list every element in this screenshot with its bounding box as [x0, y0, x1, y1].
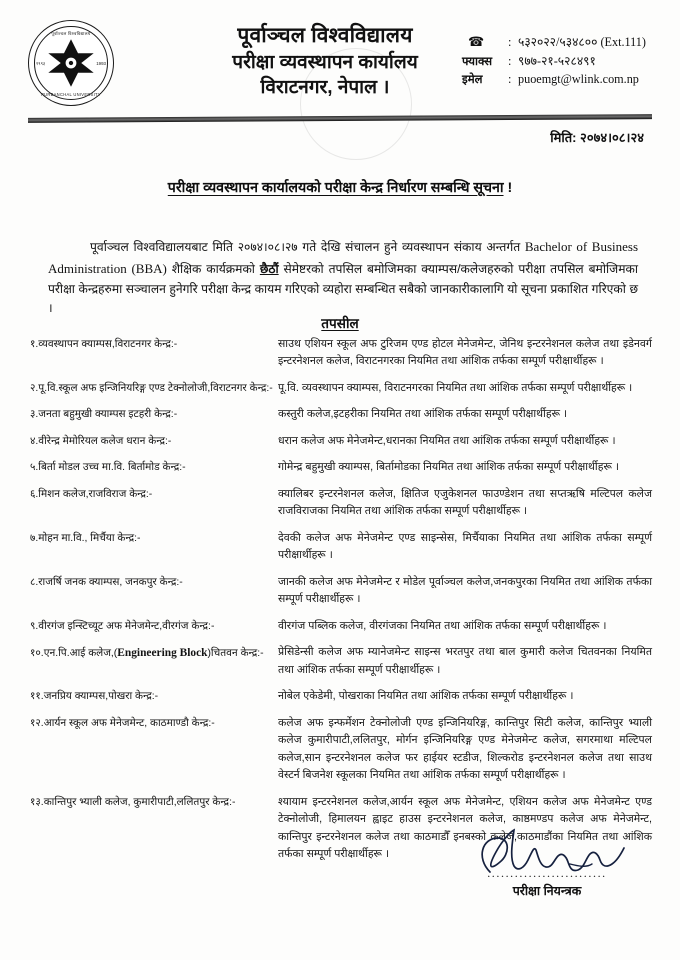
university-seal-icon	[28, 20, 114, 106]
eligible-colleges: धरान कलेज अफ मेनेजमेन्ट,धरानका नियमित तथा आंशिक तर्फका सम्पूर्ण परीक्षार्थीहरू ।	[278, 434, 616, 447]
header-divider-rule	[28, 114, 652, 123]
row-serial-number: ५.	[30, 462, 39, 474]
university-name: पूर्वाञ्चल विश्वविद्यालय	[237, 24, 413, 47]
exam-center-name	[30, 486, 278, 503]
row-serial-number: २.	[30, 382, 39, 394]
exam-center-name	[30, 459, 278, 476]
row-center-label: आर्यन स्कूल अफ मेनेजमेन्ट, काठमाण्डौ केन्द्र:-	[43, 717, 215, 729]
fax-value: ९७७-२१-५२८४९१	[518, 53, 596, 68]
eligible-colleges: प्रेसिडेन्सी कलेज अफ म्यानेजमेन्ट साइन्स भरतपुर तथा बाल कुमारी कलेज चितवनका नियमित तथा आंशिक तर्फका सम्पूर्ण परीक्षार्थीहरू ।	[278, 646, 652, 676]
row-serial-number: ८.	[30, 576, 39, 588]
six-pointed-star-icon	[44, 36, 98, 90]
table-row	[30, 380, 652, 397]
exam-center-name	[30, 688, 278, 705]
email-colon: :	[508, 72, 512, 87]
row-serial-number: ७.	[30, 532, 39, 544]
intro-semester-emphasis: छैठौं	[259, 261, 279, 276]
eligible-colleges: साउथ एशियन स्कूल अफ टुरिजम एण्ड होटल मेनेजमेन्ट, जेनिथ इन्टरनेशनल कलेज तथा इडेनवर्ग इन्टरनेशनल कलेज, विराटनगरका नियमित तथा आंशिक तर्फका सम्पूर्ण परीक्षार्थीहरू ।	[278, 338, 652, 368]
eligible-colleges: नोबेल एकेडेमी, पोखराका नियमित तथा आंशिक तर्फका सम्पूर्ण परीक्षार्थीहरू ।	[278, 690, 574, 703]
row-serial-number: १३.	[30, 796, 44, 808]
notice-title-text: परीक्षा व्यवस्थापन कार्यालयको परीक्षा केन्द्र निर्धारण सम्बन्धि सूचना	[167, 180, 504, 196]
signature-dotted-line: ..........................	[487, 866, 607, 880]
table-row	[30, 406, 652, 423]
eligible-colleges: देवकी कलेज अफ मेनेजमेन्ट एण्ड साइन्सेस, मिर्चैयाका नियमित तथा आंशिक तर्फका सम्पूर्ण परीक्षार्थीहरू ।	[278, 531, 652, 562]
exam-center-name	[30, 380, 278, 397]
signatory-designation: परीक्षा नियन्त्रक	[512, 884, 582, 898]
seal-top-text: पूर्वाञ्चल विश्वविद्यालय	[51, 31, 91, 36]
exam-center-name	[30, 644, 278, 662]
intro-text-part2: शैक्षिक कार्यक्रमको	[166, 261, 260, 276]
seal-year-right: 1993	[96, 61, 106, 66]
table-row	[30, 336, 652, 371]
eligible-colleges: कस्तुरी कलेज,इटहरीका नियमित तथा आंशिक तर्फका सम्पूर्ण परीक्षार्थीहरू ।	[278, 408, 568, 421]
seal-year-left: १९९३	[36, 61, 46, 66]
intro-text-part1: पूर्वाञ्चल विश्वविद्यालयबाट मिति २०७४।०८।२७ गते देखि संचालन हुने व्यवस्थापन संकाय अन्तर्गत	[90, 240, 525, 254]
exam-center-name	[30, 336, 278, 353]
row-center-label: वीरेन्द्र मेमोरियल कलेज धरान केन्द्र:-	[38, 435, 172, 447]
exam-center-name	[30, 530, 278, 547]
fax-colon: :	[508, 53, 512, 68]
row-serial-number: ३.	[30, 409, 39, 421]
row-center-label-pre: एन.पि.आई कलेज,(	[43, 648, 118, 660]
document-header	[0, 0, 680, 122]
exam-center-name	[30, 406, 278, 423]
row-center-label-post: )चितवन केन्द्र:-	[207, 648, 264, 660]
table-row	[30, 644, 652, 679]
organization-title-block	[190, 22, 460, 100]
row-center-label: वीरगंज इन्स्टिच्यूट अफ मेनेजमेन्ट,वीरगंज केन्द्र:-	[38, 620, 215, 632]
exam-center-name	[30, 715, 278, 732]
row-center-label: मिशन कलेज,राजविराज केन्द्र:-	[38, 488, 153, 500]
eligible-colleges: जानकी कलेज अफ मेनेजमेन्ट र मोडेल पूर्वाञ्चल कलेज,जनकपुरका नियमित तथा आंशिक तर्फका सम्पूर्ण परीक्षार्थीहरू ।	[278, 575, 652, 606]
eligible-colleges: गोमेन्द्र बहुमुखी क्याम्पस, बिर्तामोडका नियमित तथा आंशिक तर्फका सम्पूर्ण परीक्षार्थीहरू ।	[278, 461, 619, 474]
contact-block	[462, 32, 646, 89]
phone-colon: :	[508, 35, 512, 49]
eligible-colleges: वीरगंज पब्लिक कलेज, वीरगंजका नियमित तथा आंशिक तर्फका सम्पूर्ण परीक्षार्थीहरू ।	[278, 619, 607, 632]
row-serial-number: १२.	[30, 717, 44, 729]
document-date: मिति: २०७४।०८।२४	[550, 130, 644, 145]
exam-center-name	[30, 433, 278, 450]
table-row	[30, 715, 652, 785]
exam-center-name	[30, 574, 278, 591]
university-logo	[28, 20, 114, 106]
row-serial-number: ११.	[30, 691, 44, 703]
schedule-heading	[0, 313, 680, 332]
row-serial-number: १०.	[30, 648, 44, 660]
intro-program-name: Bachelor of Business Administration (BBA)	[48, 239, 639, 276]
table-row	[30, 486, 652, 521]
row-serial-number: ४.	[30, 435, 39, 447]
row-center-label: जनता बहुमुखी क्याम्पस इटहरी केन्द्र:-	[38, 409, 178, 421]
row-serial-number: १.	[30, 339, 39, 350]
exam-center-list	[30, 336, 652, 873]
exam-center-name	[30, 618, 278, 635]
phone-row	[462, 32, 646, 52]
office-name: परीक्षा व्यवस्थापन कार्यालय	[232, 51, 418, 73]
row-center-label: कान्तिपुर भ्याली कलेज, कुमारीपाटी,ललितपुर केन्द्र:-	[43, 796, 236, 808]
email-row	[462, 70, 646, 89]
table-row	[30, 433, 652, 450]
eligible-colleges: श्यायाम इन्टरनेशनल कलेज,आर्यन स्कूल अफ मेनेजमेन्ट, एशियन कलेज अफ मेनेजमेन्ट एण्ड टेक्नोलोजी, हिमालयन ह्वाइट हाउस इन्टरनेशनल कलेज, काष्ठमण्डप कलेज अफ मेनेजमेन्ट, कान्तिपुर इन्टरनेशनल कलेज तथा काठमाडौँ इनबस्को कलेज,काठमाडौंका नियमित तथा आंशिक तर्फका सम्पूर्ण परीक्षार्थीहरू ।	[278, 795, 652, 861]
intro-text-part3: सेमेष्टरको तपसिल बमोजिमका क्याम्पस/कलेजहरुको परीक्षा तपसिल बमोजिमका परीक्षा केन्द्रहरुमा सञ्चालन हुनेगरि परीक्षा केन्द्र कायम गरिएको व्यहोरा सम्बन्धित सबैको जानकारीकालागि यो सूचना प्रकाशित गरिएको छ ।	[48, 261, 639, 316]
notice-title-suffix: !	[507, 180, 513, 196]
notice-title	[0, 178, 680, 197]
notice-body-paragraph	[48, 236, 638, 319]
fax-row	[462, 52, 646, 71]
table-row	[30, 530, 652, 565]
eligible-colleges: कलेज अफ इन्फर्मेशन टेक्नोलोजी एण्ड इन्जिनियरिङ्ग, कान्तिपुर सिटी कलेज, कान्तिपुर भ्याली कलेज कुमारीपाटी,ललितपुर, मोर्गन इन्जिनियरिङ्ग एण्ड मेनेजमेन्ट कलेज, सगरमाथा मल्टिपल कलेज,सान इन्टरनेशनल कलेज फर हाईयर स्टडीज, शिल्करोड इन्टरनेशनल कलेज तथा साउथ वेस्टर्न बिजनेश स्कूलका नियमित तथा आंशिक तर्फका सम्पूर्ण परीक्षार्थीहरू ।	[278, 716, 652, 782]
eligible-colleges: पू.वि. व्यवस्थापन क्याम्पस, विराटनगरका नियमित तथा आंशिक तर्फका सम्पूर्ण परीक्षार्थीहरू ।	[278, 381, 633, 394]
table-row	[30, 574, 652, 609]
row-center-label: जनप्रिय क्याम्पस,पोखरा केन्द्र:-	[43, 691, 159, 703]
eligible-colleges: क्यालिबर इन्टरनेशनल कलेज, क्षितिज एजुकेशनल फाउण्डेशन तथा सप्तऋषि मल्टिपल कलेज राजविराजका नियमित तथा आंशिक तर्फका सम्पूर्ण परीक्षार्थीहरू ।	[278, 487, 652, 518]
fax-label: फ्याक्स	[462, 54, 493, 68]
table-row	[30, 459, 652, 476]
row-center-label: पू.वि.स्कूल अफ इन्जिनियरिङ्ग एण्ड टेक्नोलोजी,विराटनगर केन्द्र:-	[38, 382, 273, 394]
row-center-label: मोहन मा.वि., मिर्चैया केन्द्र:-	[38, 532, 141, 544]
row-center-label: व्यवस्थापन क्याम्पस,विराटनगर केन्द्र:-	[38, 339, 178, 350]
row-center-label: बिर्ता मोडल उच्च मा.वि. बिर्तामोड केन्द्र:-	[38, 462, 186, 474]
table-row	[30, 688, 652, 705]
row-center-label-english: Engineering Block	[117, 647, 208, 660]
seal-bottom-text: PURBANCHAL UNIVERSITY	[41, 92, 101, 97]
table-row	[30, 618, 652, 635]
office-address: विराटनगर, नेपाल ।	[260, 76, 390, 98]
schedule-heading-text: तपसील	[321, 316, 359, 331]
email-value: puoemgt@wlink.com.np	[518, 72, 639, 87]
row-center-label: राजर्षि जनक क्याम्पस, जनकपुर केन्द्र:-	[38, 576, 183, 588]
exam-center-name	[30, 794, 278, 811]
email-label: इमेल	[462, 73, 483, 87]
row-serial-number: ९.	[30, 620, 39, 632]
row-serial-number: ६.	[30, 488, 39, 500]
telephone-icon: ☎	[468, 34, 485, 49]
phone-value: ५३२०२२/५३४८०० (Ext.111)	[518, 35, 646, 49]
signature-block	[452, 828, 642, 899]
